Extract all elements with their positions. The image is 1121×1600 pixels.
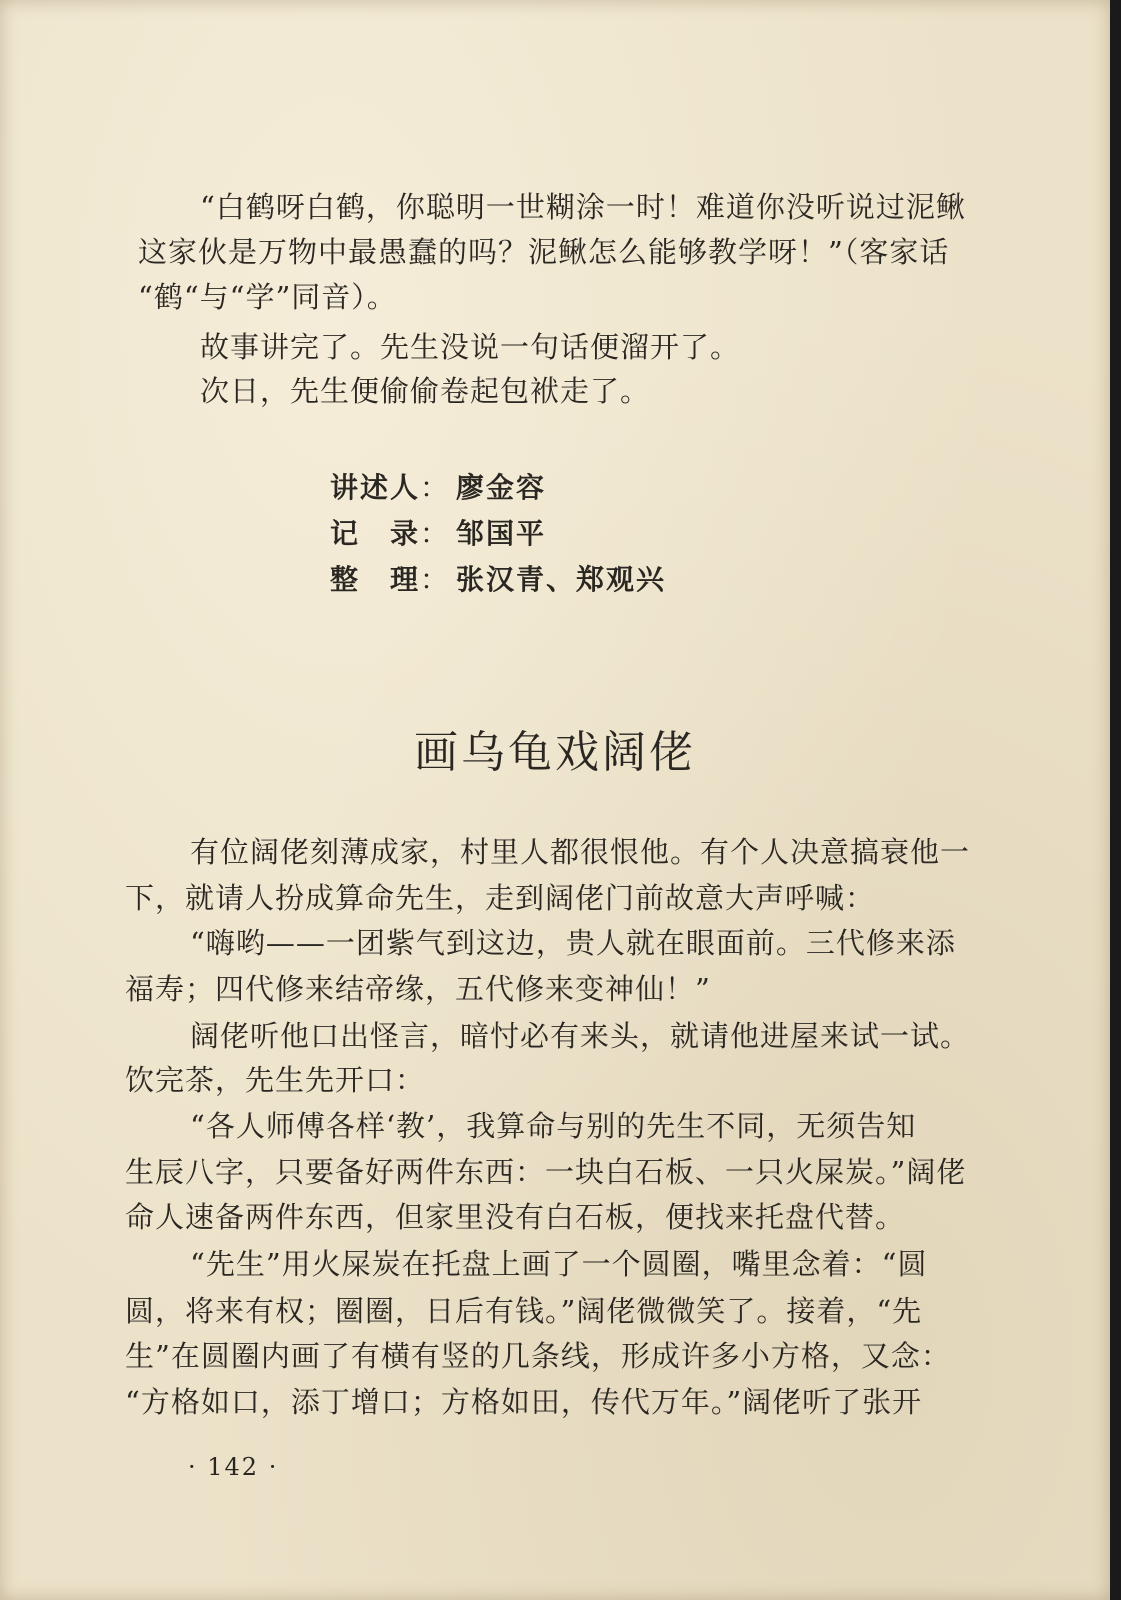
credit-editor-label: 整 理 <box>330 563 421 596</box>
credit-recorder <box>330 517 547 550</box>
story-line-8: 生辰八字，只要备好两件东西：一块白石板、一只火屎炭。”阔佬 <box>125 1155 967 1189</box>
credit-narrator-separator: ： <box>420 471 451 504</box>
story-line-6: 饮完茶，先生先开口： <box>125 1063 426 1097</box>
credit-recorder-label: 记 录 <box>330 517 421 550</box>
credit-recorder-separator: ： <box>420 517 451 550</box>
story-line-7: “各人师傅各样‘教’，我算命与别的先生不同，无须告知 <box>190 1109 917 1143</box>
credit-editor <box>330 563 667 596</box>
credit-narrator-label: 讲述人 <box>330 471 421 504</box>
prev-story-line-3: “鹤“与“学”同音）。 <box>138 280 397 314</box>
story-line-11: 圆，将来有权；圈圈，日后有钱。”阔佬微微笑了。接着，“先 <box>125 1294 923 1328</box>
story-line-13: “方格如口，添丁增口；方格如田，传代万年。”阔佬听了张开 <box>125 1385 923 1419</box>
prev-story-line-4: 故事讲完了。先生没说一句话便溜开了。 <box>200 330 741 364</box>
story-line-10: “先生”用火屎炭在托盘上画了一个圆圈，嘴里念着：“圆 <box>190 1247 928 1281</box>
story-line-1: 有位阔佬刻薄成家，村里人都很恨他。有个人决意搞衰他一 <box>190 835 971 869</box>
prev-story-line-1: “白鹤呀白鹤，你聪明一世糊涂一时！难道你没听说过泥鳅 <box>200 190 966 224</box>
story-line-3: “嗨哟——一团紫气到这边，贵人就在眼面前。三代修来添 <box>190 926 956 960</box>
prev-story-line-5: 次日，先生便偷偷卷起包袱走了。 <box>200 374 651 408</box>
story-line-12: 生”在圆圈内画了有横有竖的几条线，形成许多小方格，又念： <box>125 1339 951 1373</box>
story-line-5: 阔佬听他口出怪言，暗忖必有来头，就请他进屋来试一试。 <box>190 1019 971 1053</box>
page-number: · 142 · <box>188 1453 279 1481</box>
prev-story-line-2: 这家伙是万物中最愚蠢的吗？泥鳅怎么能够教学呀！”（客家话 <box>138 235 950 269</box>
story-line-4: 福寿；四代修来结帝缘，五代修来变神仙！” <box>125 972 711 1006</box>
story-title: 画乌龟戏阔佬 <box>414 727 696 778</box>
credit-recorder-name: 邹国平 <box>456 517 547 550</box>
credit-narrator <box>330 471 547 504</box>
credit-editor-name: 张汉青、郑观兴 <box>456 563 667 596</box>
story-line-2: 下，就请人扮成算命先生，走到阔佬门前故意大声呼喊： <box>125 881 876 915</box>
story-line-9: 命人速备两件东西，但家里没有白石板，便找来托盘代替。 <box>125 1200 906 1234</box>
credit-narrator-name: 廖金容 <box>456 471 547 504</box>
credit-editor-separator: ： <box>420 563 451 596</box>
